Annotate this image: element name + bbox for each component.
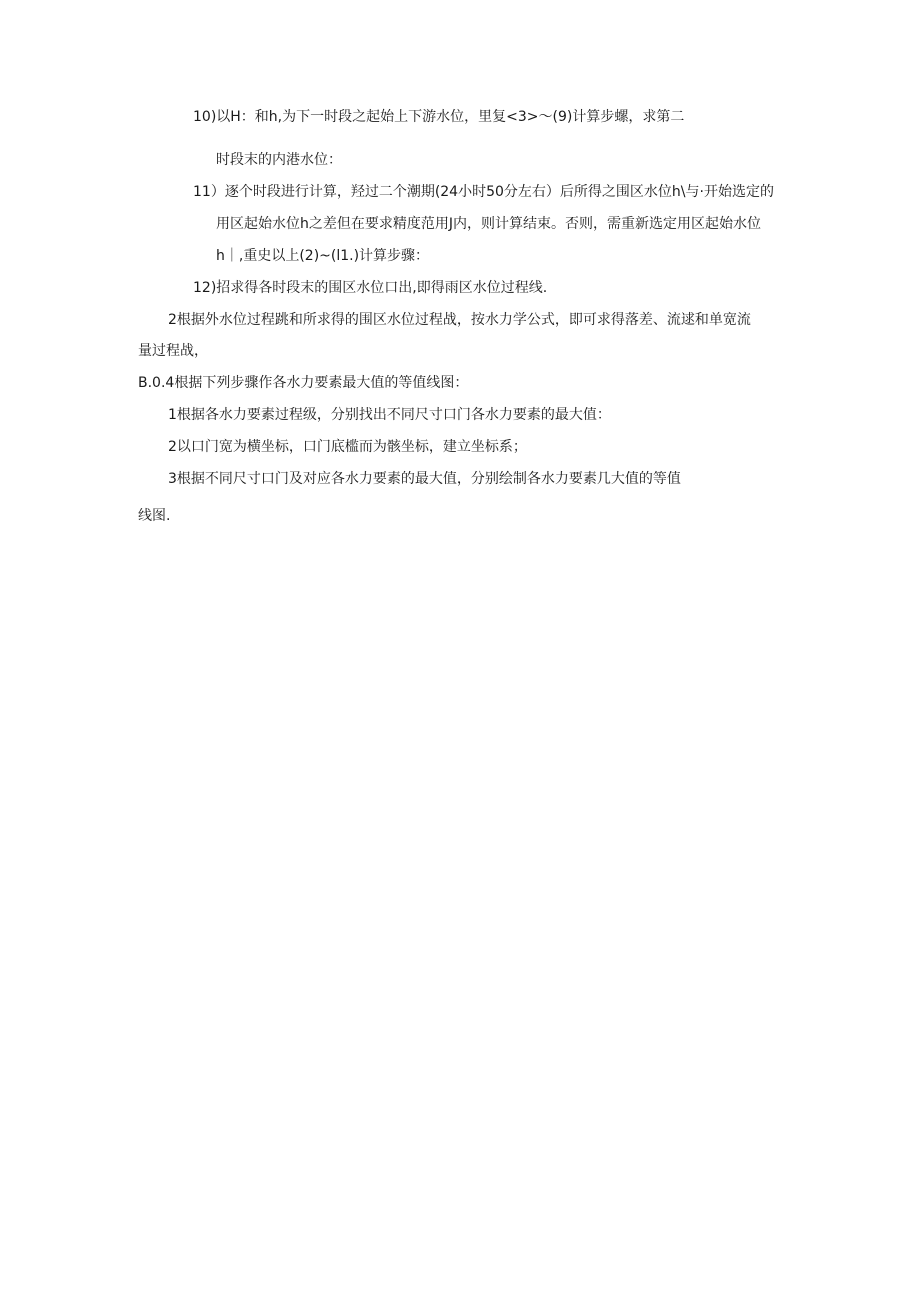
text-line: 10)以H：和h,为下一时段之起始上下游水位，里复<3>〜(9)计算步螺，求第二 [193,109,685,125]
text-line: 11）逐个时段进行计算，羟过二个潮期(24小时50分左右）后所得之围区水位h\与·开始选定的 [193,184,774,200]
text-line: 12)招求得各时段末的围区水位口出,即得雨区水位过程线. [193,280,548,296]
text-line: h｜,重史以上(2)~(l1.)计算步骤： [216,248,430,264]
text-line: 3根据不同尺寸口门及对应各水力要素的最大值，分别绘制各水力要素几大值的等值 [168,471,681,487]
text-line: 2根据外水位过程跳和所求得的围区水位过程战，按水力学公式，即可求得落差、流逑和单宽流 [168,312,751,328]
text-line: 量过程战， [138,343,208,359]
text-line: B.0.4根据下列步骤作各水力要素最大值的等值线图： [138,375,469,391]
text-line: 2以口门宽为横坐标，口门底槛而为骸坐标，建立坐标系； [168,439,527,455]
text-line: 1根据各水力要素过程级，分别找出不同尺寸口门各水力要素的最大值： [168,407,611,423]
text-line: 用区起始水位h之差但在要求精度范用J内，则计算结束。否则，需重新选定用区起始水位 [216,216,761,232]
text-line: 线图. [138,508,171,524]
text-line: 时段末的内港水位： [216,152,342,168]
